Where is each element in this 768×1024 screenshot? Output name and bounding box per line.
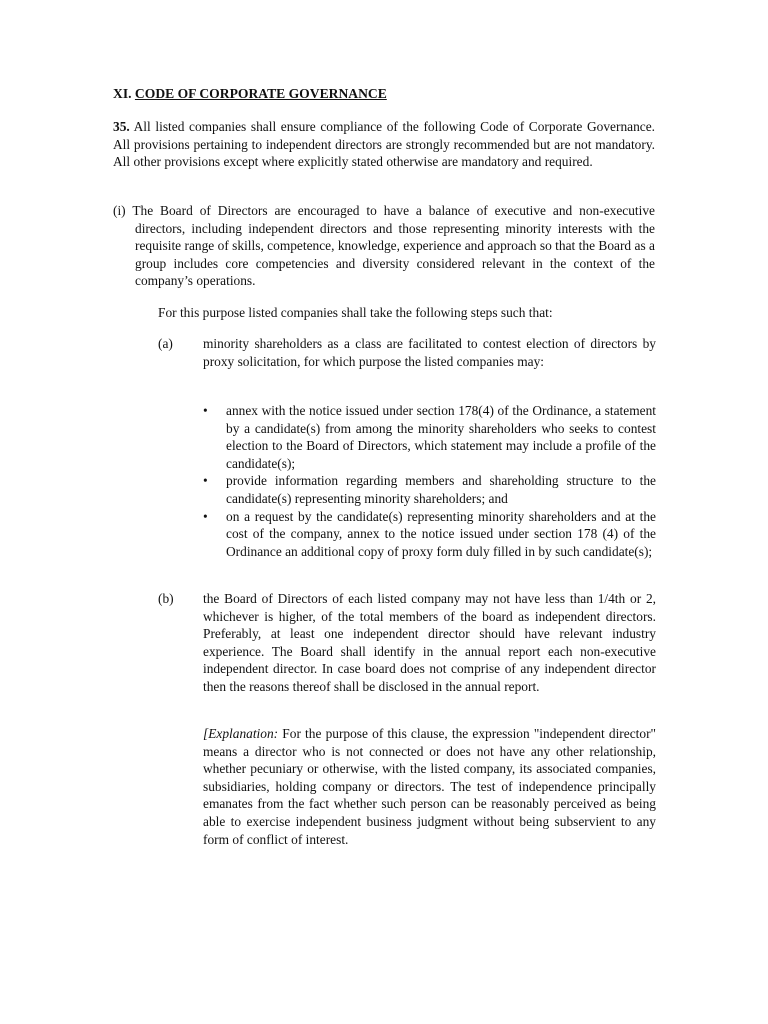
list-item — [203, 508, 656, 561]
section-number: XI. — [113, 86, 132, 101]
sub-b-text: the Board of Directors of each listed company may not have less than 1/4th or 2, whichever is higher, of the total members of the board as independent directors. Preferably, at least one independent director should have relevant industry experience. The Board shall identify in the annual report each non-executive independent director. In case board does not comprise of any independent director then the reasons thereof shall be disclosed in the annual report. — [203, 591, 656, 694]
sub-a-bullet-list — [203, 402, 656, 560]
explanation-paragraph — [203, 725, 656, 848]
item-i: (i) The Board of Directors are encouraged to have a balance of executive and non-executive directors, including independent directors and those representing minority interests with the requisite range of skills, competence, knowledge, experience and approach so that the Board as a group includes core competencies and diversity considered relevant in the context of the company’s operations. — [113, 203, 655, 289]
bullet-icon: • — [203, 473, 208, 489]
explanation-label: [Explanation: — [203, 726, 279, 741]
clause-35 — [113, 118, 655, 171]
sub-b-marker: (b) — [158, 591, 174, 606]
bullet-text: annex with the notice issued under section 178(4) of the Ordinance, a statement by a candidate(s) from among the minority shareholders who seeks to contest election to the Board of Directors, which statement may include a profile of the candidate(s); — [226, 403, 656, 471]
bullet-icon: • — [203, 403, 208, 418]
section-heading — [113, 85, 387, 103]
explanation-text: For the purpose of this clause, the expression "independent director" means a director who is not connected or does not have any other relationship, whether pecuniary or otherwise, with the listed company, its associated companies, subsidiaries, holding company or directors. The test of independence principally emanates from the fact whether such person can be reasonably perceived as being able to exercise independent business judgment without being subservient to any form of conflict of interest. — [203, 726, 656, 847]
sub-a-text: minority shareholders as a class are facilitated to contest election of directors by proxy solicitation, for which purpose the listed companies may: — [203, 336, 656, 369]
sub-a-marker: (a) — [158, 336, 173, 351]
list-item — [203, 472, 656, 507]
section-title: CODE OF CORPORATE GOVERNANCE — [134, 86, 387, 101]
list-item — [203, 402, 656, 472]
clause-text: All listed companies shall ensure compliance of the following Code of Corporate Governance. All provisions pertaining to independent directors are strongly recommended but are not mandatory. All other provisions except where explicitly stated otherwise are mandatory and required. — [113, 119, 656, 170]
clause-number: 35. — [113, 119, 130, 134]
bullet-icon: • — [203, 508, 208, 524]
bullet-text: provide information regarding members and shareholding structure to the candidate(s) representing minority shareholders; and — [226, 473, 656, 506]
bullet-text: on a request by the candidate(s) representing minority shareholders and at the cost of the company, annex to the notice issued under section 178 (4) of the Ordinance an additional copy of proxy form duly filled in by such candidate(s); — [226, 508, 656, 559]
steps-intro: For this purpose listed companies shall take the following steps such that: — [158, 305, 553, 320]
